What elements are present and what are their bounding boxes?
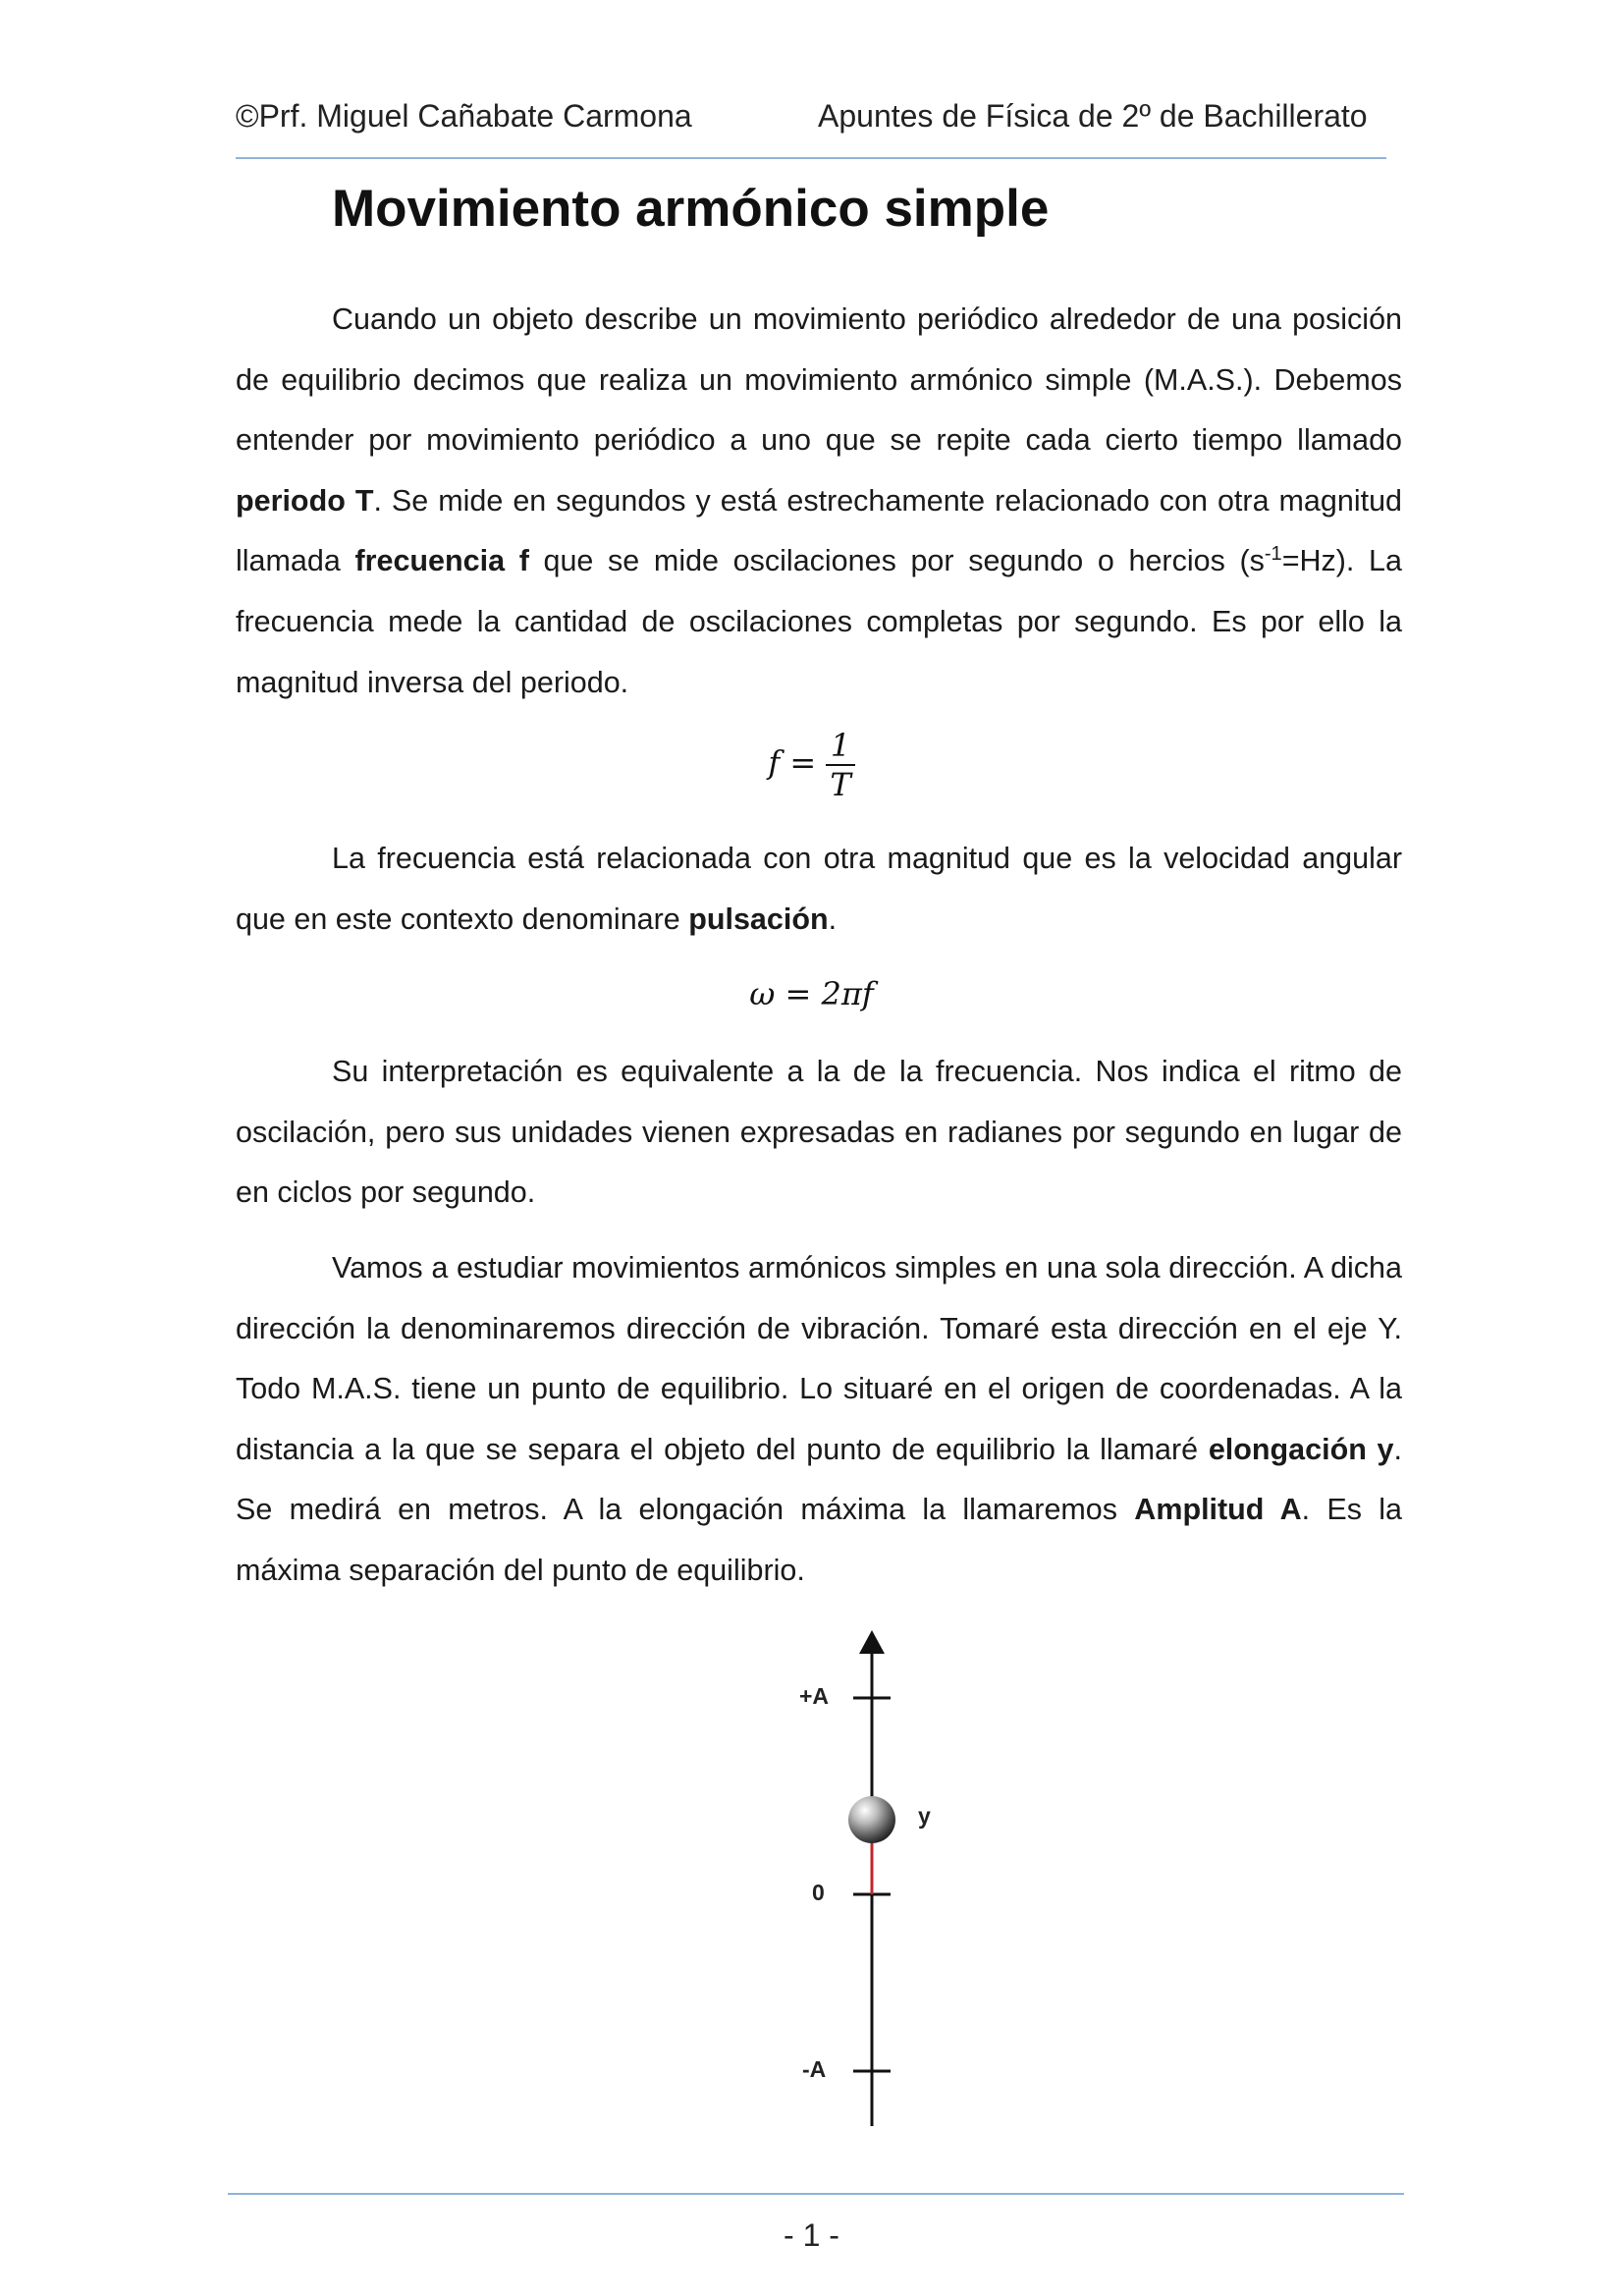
page-title: Movimiento armónico simple	[332, 180, 1050, 238]
shm-diagram	[766, 1620, 931, 2141]
paragraph-text: Su interpretación es equivalente a la de la frecuencia. Nos indica el ritmo de oscilación, pero sus unidades vienen expresadas en radianes por segundo en lugar de en ciclos por segundo.	[236, 1055, 1402, 1210]
header-divider	[236, 157, 1386, 159]
header-course: Apuntes de Física de 2º de Bachillerato	[818, 98, 1368, 134]
paragraph-interpretation	[236, 1042, 1402, 1224]
label-minus-a: -A	[802, 2056, 827, 2082]
fraction-numerator: 1	[830, 727, 851, 764]
paragraph-text: Vamos a estudiar movimientos armónicos simples en una sola dirección. A dicha dirección la denominaremos dirección de vibración. Tomaré esta dirección en el eje Y. Todo M.A.S. tiene un punto de equilibrio. Lo situaré en el origen de coordenadas. A la distancia a la que se separa el objeto del punto de equilibrio la llamaré	[236, 1251, 1402, 1466]
term-elongacion: elongación y	[1208, 1432, 1394, 1466]
oscillating-ball	[848, 1796, 895, 1843]
fraction-denominator: T	[826, 764, 854, 803]
superscript: -1	[1264, 543, 1282, 566]
paragraph-text: que se mide oscilaciones por segundo o hercios (s	[528, 544, 1265, 578]
header-author: ©Prf. Miguel Cañabate Carmona	[236, 98, 692, 134]
shm-axis-svg	[766, 1620, 923, 2141]
label-zero: 0	[812, 1880, 825, 1905]
fraction	[826, 727, 854, 803]
term-periodo: periodo T	[236, 483, 374, 518]
equation-lhs: f =	[768, 743, 817, 782]
paragraph-text: =Hz). La frecuencia mede la cantidad de oscilaciones completas por segundo. Es por ello la magnitud inversa del periodo.	[236, 544, 1402, 699]
paragraph-text: . Es la máxima separación del punto de equilibrio.	[236, 1493, 1402, 1587]
paragraph-text: La frecuencia está relacionada con otra magnitud que es la velocidad angular que en este contexto denominare	[236, 842, 1402, 936]
term-pulsacion: pulsación	[688, 902, 829, 936]
paragraph-text: .	[828, 902, 838, 936]
paragraph-text: Cuando un objeto describe un movimiento periódico alrededor de una posición de equilibrio decimos que realiza un movimiento armónico simple (M.A.S.). Debemos entender por movimiento periódico a uno que se repite cada cierto tiempo llamado	[236, 302, 1402, 458]
paragraph-text: . Se medirá en metros. A la elongación máxima la llamaremos	[236, 1432, 1402, 1527]
label-plus-a: +A	[799, 1683, 830, 1709]
y-axis-arrowhead	[859, 1630, 885, 1654]
page-number: - 1 -	[784, 2217, 839, 2253]
paragraph-direction	[236, 1238, 1402, 1602]
term-frecuencia: frecuencia f	[354, 544, 529, 578]
label-y: y	[918, 1803, 931, 1829]
paragraph-pulsation	[236, 829, 1402, 950]
paragraph-text: . Se mide en segundos y está estrechamente relacionado con otra magnitud llamada	[236, 483, 1402, 578]
term-amplitud: Amplitud A	[1134, 1493, 1302, 1527]
equation-pulsation: ω = 2πf	[749, 975, 874, 1012]
paragraph-intro	[236, 290, 1402, 713]
equation-frequency	[0, 727, 1623, 803]
footer-divider	[228, 2193, 1404, 2195]
